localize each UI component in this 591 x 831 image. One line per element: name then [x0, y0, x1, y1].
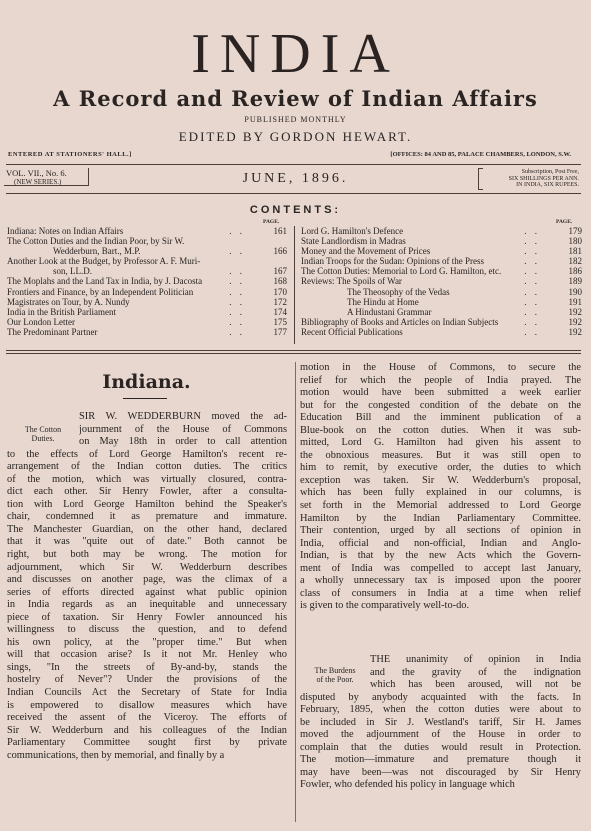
contents-entry-title: The Cotton Duties and the Indian Poor, by Sir W. [7, 236, 185, 247]
article-text-line: tion with Lord George Hamilton behind the Speaker's [7, 498, 287, 510]
contents-rule [6, 353, 581, 354]
article-text-line: piece of taxation. Sir Henry Fowler announced his [7, 611, 287, 623]
column-divider [295, 362, 296, 822]
contents-heading: CONTENTS: [249, 204, 342, 216]
contents-leader-dots: . . [229, 246, 245, 257]
issue-date: JUNE, 1896. [242, 171, 349, 186]
article-text-line: disputed by anybody acquainted with the facts. In [300, 691, 581, 703]
contents-entry-title: Recent Official Publications [301, 326, 403, 337]
contents-entry [7, 256, 287, 266]
article-text-line: Fowler, who defended his policy in language which [300, 779, 515, 791]
sidenote-line: The Cotton [24, 425, 62, 434]
subscription-info [487, 169, 579, 189]
article-text-line: chair, condemned it as premature and immature. [7, 511, 287, 523]
contents-entry [7, 246, 287, 256]
contents-leader-dots: . . [524, 306, 540, 317]
contents-leader-dots: . . [524, 266, 540, 277]
article-text-line: relief for which the people of India prayed. The [300, 374, 581, 386]
contents-divider [294, 226, 295, 344]
article-text-line: arrangement of the Indian cotton duties. The critics [7, 461, 287, 473]
contents-entry-page: 189 [568, 276, 582, 287]
contents-entry [7, 287, 287, 297]
editor-line: EDITED BY GORDON HEWART. [178, 129, 413, 144]
article-text-line: The motion—immature and premature though it [300, 754, 581, 766]
sidenote-line: The Burdens [314, 666, 356, 675]
contents-leader-dots: . . [229, 226, 245, 236]
article-text-line: in India regards as an inequitable and unnecessary [7, 599, 287, 611]
contents-entry-title: Wedderburn, Bart., M.P. [53, 246, 141, 257]
entered-note: ENTERED AT STATIONERS' HALL.] [8, 151, 132, 158]
contents-entry-page: 180 [568, 236, 582, 247]
contents-entry-page: 192 [568, 326, 582, 337]
contents-entry-title: A Hindustani Grammar [347, 306, 432, 317]
contents-leader-dots: . . [524, 246, 540, 257]
contents-entry-title: State Landlordism in Madras [301, 236, 406, 247]
article-text-line: journment of the House of Commons [79, 423, 287, 435]
contents-entry-title: The Cotton Duties: Memorial to Lord G. Hamilton, etc. [301, 266, 502, 277]
contents-entry-title: Bibliography of Books and Articles on Indian Subjects [301, 316, 499, 327]
contents-entry [301, 287, 582, 297]
article-heading: Indiana. [102, 371, 191, 393]
article-text-line: India, official and non-official, Indian and Anglo- [300, 537, 581, 549]
contents-leader-dots: . . [229, 286, 245, 297]
contents-entry-page: 174 [273, 306, 287, 317]
contents-leader-dots: . . [524, 326, 540, 337]
contents-leader-dots: . . [229, 316, 245, 327]
date-rule [6, 193, 581, 194]
contents-entry-page: 192 [568, 316, 582, 327]
contents-entry [301, 317, 582, 327]
subscription-line: SIX SHILLINGS PER ANN. [508, 175, 579, 182]
contents-leader-dots: . . [524, 236, 540, 247]
article-text-line: SIR W. WEDDERBURN moved the ad- [79, 411, 287, 422]
article-text-line: is given to the comparatively well-to-do. [300, 600, 470, 612]
article-text-line: Sir W. Wedderburn and his colleagues of the Indian [7, 724, 287, 736]
article-text-line: on May 18th in order to call attention [79, 436, 287, 448]
offices-address: [OFFICES: 84 AND 85, PALACE CHAMBERS, LONDON, S.W. [390, 151, 571, 158]
contents-list-left [7, 226, 287, 337]
contents-entry-title: The Theosophy of the Vedas [347, 286, 450, 297]
article-text-line: the obnoxious measures. But it was still open to [300, 449, 581, 461]
contents-entry [7, 297, 287, 307]
article-text-line: mitted, Lord G. Hamilton had given his assent to [300, 437, 581, 449]
contents-entry-page: 167 [273, 266, 287, 277]
contents-entry-title: Another Look at the Budget, by Professor A. F. Muri- [7, 256, 201, 267]
contents-entry-title: Lord G. Hamilton's Defence [301, 226, 404, 236]
contents-entry [301, 246, 582, 256]
contents-entry-title: Reviews: The Spoils of War [301, 276, 402, 287]
article-text-line: adjournment, which Sir W. Wedderburn describes [7, 561, 287, 573]
series-label: (NEW SERIES.) [14, 178, 62, 186]
article-text-line: which has been fully explained in our columns, is [300, 487, 581, 499]
contents-entry-title: Magistrates on Tour, by A. Nundy [7, 296, 130, 307]
contents-entry-title: Indiana: Notes on Indian Affairs [7, 226, 124, 236]
contents-entry [301, 256, 582, 266]
article-text-line: Hamilton by the Indian Parliamentary Committee. [300, 512, 581, 524]
subscription-line: Subscription, Post Free, [521, 169, 579, 175]
article-text-line: set forth in the Memorial addressed to Lord George [300, 500, 581, 512]
contents-entry [301, 297, 582, 307]
article-text-line: THE unanimity of opinion in India [370, 654, 581, 665]
article-text-line: motion in the House of Commons, to secure the [300, 362, 581, 373]
contents-entry-page: 170 [273, 286, 287, 297]
article-text-line: sings, "In the streets of By-and-by, stands the [7, 661, 287, 673]
article-text-line: will that occasion arise? Is it not Mr. Henley who [7, 649, 287, 661]
contents-entry-title: Our London Letter [7, 316, 75, 327]
contents-entry-title: The Predominant Partner [7, 326, 98, 337]
article-column-right-continued [300, 654, 581, 792]
contents-entry [301, 226, 582, 236]
contents-entry-title: The Hindu at Home [347, 296, 419, 307]
article-column-right [300, 362, 581, 613]
contents-entry-page: 181 [568, 246, 582, 257]
contents-entry [301, 307, 582, 317]
contents-leader-dots: . . [524, 316, 540, 327]
article-text-line: which has been aroused, will not be [370, 679, 581, 691]
article-text-line: exception was taken. Sir W. Wedderburn's proposal, [300, 474, 581, 486]
article-text-line: and the gravity of the indignation [370, 666, 581, 678]
contents-entry [301, 327, 582, 337]
article-text-line: communications, then by memorial, and finally by a [7, 749, 225, 761]
contents-entry [301, 236, 582, 246]
subscription-bracket [478, 168, 483, 190]
article-text-line: received the assent of the Viceroy. The efforts of [7, 712, 287, 724]
sidenote-line: Duties. [31, 434, 55, 443]
article-text-line: ment of India was compelled to accept last January, [300, 562, 581, 574]
contents-entry-page: 186 [568, 266, 582, 277]
published-line: PUBLISHED MONTHLY [244, 115, 347, 124]
article-text-line: series of efforts directed against what public opinion [7, 586, 287, 598]
article-text-line: and discusses on another page, was the climax of a [7, 574, 287, 586]
contents-leader-dots: . . [229, 296, 245, 307]
article-text-line: complain that the duties would result in Protection. [300, 741, 581, 753]
contents-entry [7, 276, 287, 286]
contents-entry-title: son, LL.D. [53, 266, 92, 277]
contents-entry-title: The Moplahs and the Land Tax in India, by J. Dacosta [7, 276, 203, 287]
header-rule [6, 164, 581, 165]
article-text-line: dict each other. Sir Henry Fowler, after a consulta- [7, 486, 287, 498]
contents-entry [7, 236, 287, 246]
contents-entry [301, 266, 582, 276]
article-text-line: Parliamentary Committee sought first by private [7, 737, 287, 749]
subscription-line: IN INDIA, SIX RUPEES. [516, 182, 579, 188]
contents-rule [6, 350, 581, 351]
article-column-left [7, 411, 287, 762]
article-text-line: right, but both may be wrong. The motion for [7, 549, 287, 561]
contents-entry [301, 276, 582, 286]
contents-entry-page: 191 [568, 296, 582, 307]
article-text-line: Their contention, urged by all sections of opinion in [300, 525, 581, 537]
heading-rule [123, 398, 167, 399]
contents-entry [7, 327, 287, 337]
masthead-subtitle: A Record and Review of Indian Affairs [53, 86, 538, 111]
article-text-line: a wholly unnecessary tax is imposed upon the poorer [300, 575, 581, 587]
contents-leader-dots: . . [524, 296, 540, 307]
contents-entry-page: 182 [568, 256, 582, 267]
contents-entry-page: 168 [273, 276, 287, 287]
contents-list-right [301, 226, 582, 337]
contents-entry-page: 175 [273, 316, 287, 327]
contents-leader-dots: . . [524, 276, 540, 287]
article-text-line: hostelry of Never"? Under the provisions of the [7, 674, 287, 686]
contents-leader-dots: . . [229, 306, 245, 317]
article-text-line: class of consumers in India at a time when relief [300, 587, 581, 599]
contents-leader-dots: . . [229, 326, 245, 337]
sidenote-line: of the Poor. [316, 675, 354, 684]
contents-entry [7, 266, 287, 276]
contents-entry-title: Money and the Movement of Prices [301, 246, 431, 257]
contents-entry-page: 161 [273, 226, 287, 236]
contents-entry-title: Frontiers and Finance, by an Independent Politician [7, 286, 194, 297]
article-text-line: to the effects of Lord George Hamilton's recent re- [7, 448, 287, 460]
contents-leader-dots: . . [524, 256, 540, 267]
page-column-label: PAGE. [556, 219, 573, 225]
article-text-line: of the motion, which was virtually closured, contra- [7, 473, 287, 485]
article-text-line: but for the congested condition of the debate on the [300, 399, 581, 411]
article-text-line: is empowered to disallow measures which have [7, 699, 287, 711]
contents-entry [7, 317, 287, 327]
article-text-line: Education Bill and the imminent publication of a [300, 412, 581, 424]
contents-entry-page: 192 [568, 306, 582, 317]
page-column-label: PAGE. [263, 219, 280, 225]
article-text-line: him to remit, by executive order, the duties to which [300, 462, 581, 474]
contents-leader-dots: . . [524, 286, 540, 297]
contents-entry-title: Indian Troops for the Sudan: Opinions of the Press [301, 256, 484, 267]
article-text-line: his own policy, at the "proper time." But when [7, 636, 287, 648]
contents-entry [7, 226, 287, 236]
contents-entry [7, 307, 287, 317]
article-text-line: may have been—was not discouraged by Sir Henry [300, 766, 581, 778]
contents-entry-page: 190 [568, 286, 582, 297]
contents-entry-page: 166 [273, 246, 287, 257]
contents-entry-title: India in the British Parliament [7, 306, 116, 317]
article-text-line: Blue-book on the cotton duties. When it was sub- [300, 424, 581, 436]
contents-leader-dots: . . [524, 226, 540, 236]
contents-leader-dots: . . [229, 266, 245, 277]
article-text-line: be included in Sir J. Westland's tariff, Sir H. James [300, 716, 581, 728]
article-text-line: that it was "quite out of date." Both cannot be [7, 536, 287, 548]
contents-entry-page: 179 [568, 226, 582, 236]
article-text-line: The Manchester Guardian, on the other hand, declared [7, 523, 287, 535]
article-text-line: willingness to discuss the question, and to defend [7, 624, 287, 636]
masthead-title: INDIA [191, 23, 400, 85]
article-text-line: motion would have been submitted a week earlier [300, 387, 581, 399]
article-text-line: Indian, is that by the new Acts which the Govern- [300, 550, 581, 562]
article-text-line: February, 1895, when the cotton duties were about to [300, 704, 581, 716]
volume-number: VOL. VII., No. 6. [6, 168, 67, 178]
contents-leader-dots: . . [229, 276, 245, 287]
article-text-line: Indian Councils Act the Secretary of State for India [7, 687, 287, 699]
contents-entry-page: 172 [273, 296, 287, 307]
contents-entry-page: 177 [273, 326, 287, 337]
article-text-line: moved the adjournment of the House in order to [300, 729, 581, 741]
